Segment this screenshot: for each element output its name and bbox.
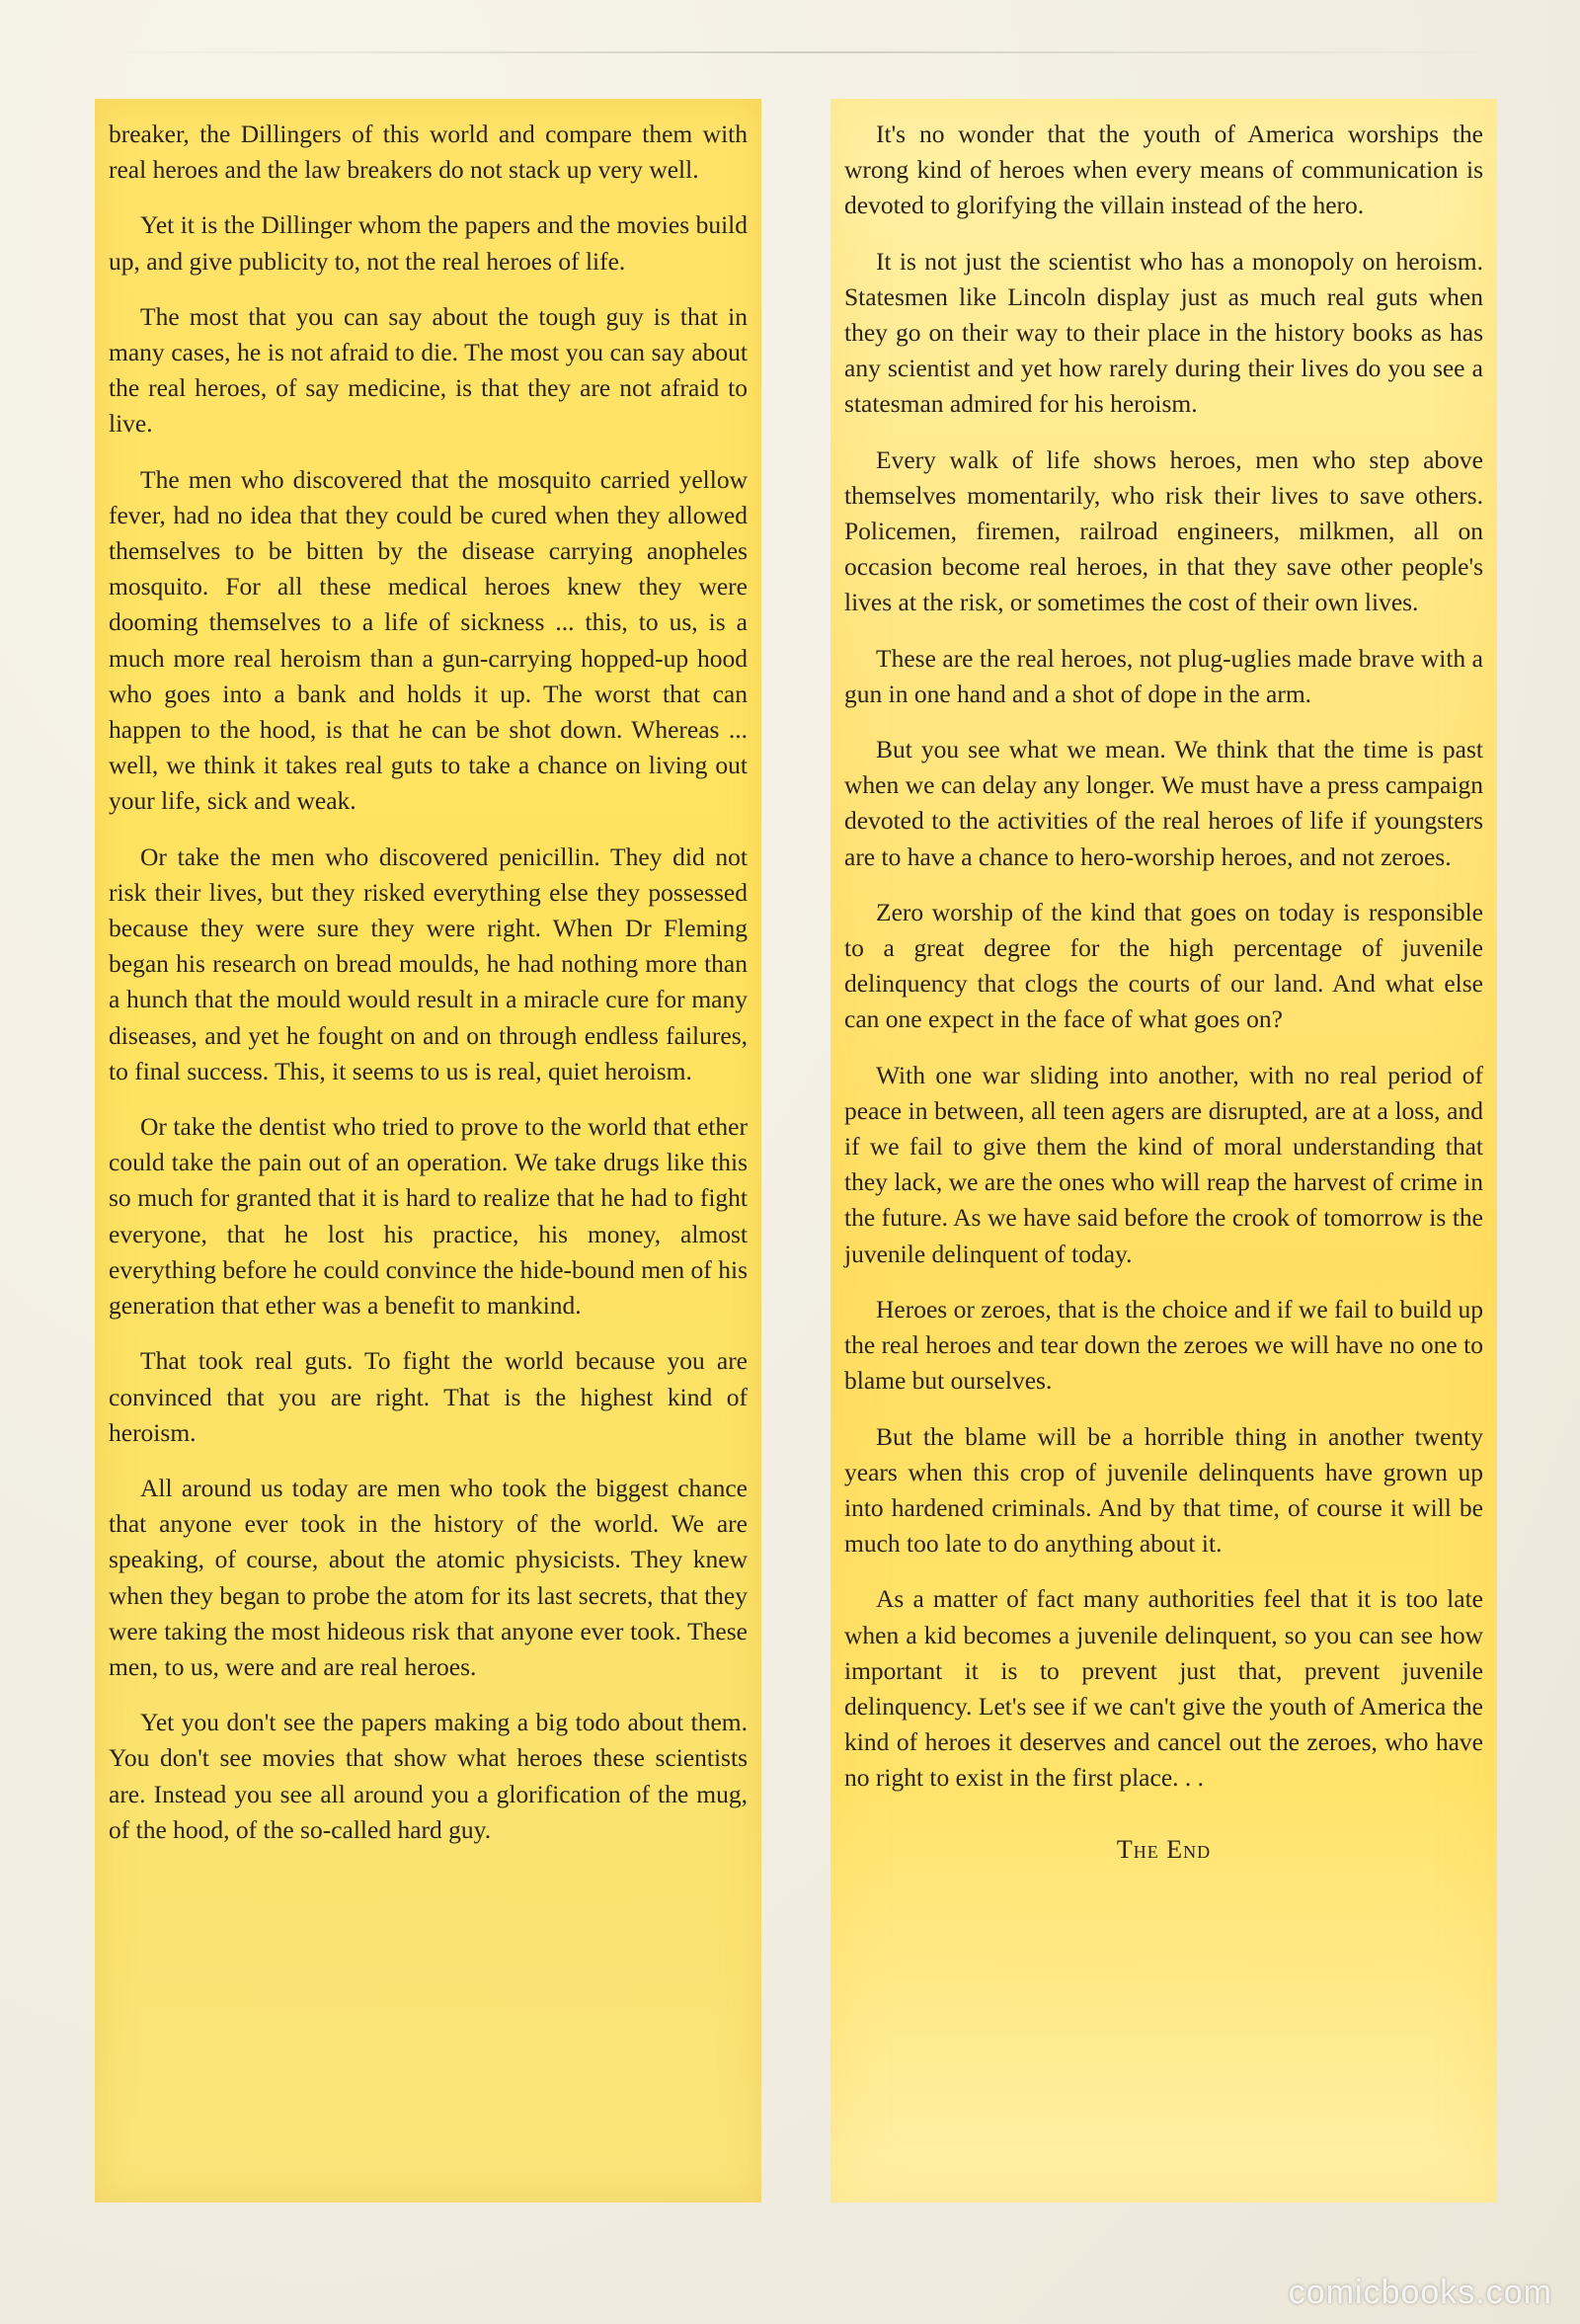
watermark-text: comicbooks.com: [1288, 2274, 1552, 2311]
paragraph: But the blame will be a horrible thing in another twenty years when this crop of juvenile delinquents have grown up into hardened criminals. And by that time, of course it will be much too late to do anything about it.: [844, 1421, 1483, 1559]
paragraph: Or take the men who discovered penicillin. They did not risk their lives, but they risked everything else they possessed because they were sure they were right. When Dr Fleming began his research on bread moulds, he had nothing more than a hunch that the mould would result in a miracle cure for many diseases, and yet he fought on and on through endless failures, to final success. This, it seems to us is real, quiet heroism.: [109, 841, 748, 1085]
paragraph: breaker, the Dillingers of this world and compare them with real heroes and the law breakers do not stack up very well.: [109, 120, 748, 185]
paragraph: The most that you can say about the tough guy is that in many cases, he is not afraid to die. The most you can say about the real heroes, of say medicine, is that they are not afraid to live.: [109, 301, 748, 439]
the-end-label: The End: [1116, 1834, 1212, 1864]
paragraph: But you see what we mean. We think that the time is past when we can delay any longer. We must have a press campaign devoted to the activities of the real heroes of life if youngsters are to have a chance to hero-worship heroes, and not zeroes.: [844, 735, 1483, 871]
paragraph: Every walk of life shows heroes, men who step above themselves momentarily, who risk their lives to save others. Policemen, firemen, railroad engineers, milkmen, all on occasion become real heroes, in that they save other people's lives at the risk, or sometimes the cost of their own lives.: [844, 444, 1483, 617]
article-body: [95, 99, 1497, 2203]
paragraph: Or take the dentist who tried to prove to the world that ether could take the pain out of an operation. We take drugs like this so much for granted that it is hard to realize that he had to fight everyone, that he lost his practice, his money, almost everything before he could convince the hide-bound men of his generation that ether was a benefit to mankind.: [109, 1112, 748, 1321]
paragraph: Yet you don't see the papers making a big todo about them. You don't see movies that show what heroes these scientists are. Instead you see all around you a glorification of the mug, of the hood, of the so-called hard guy.: [109, 1708, 748, 1844]
paragraph: As a matter of fact many authorities feel that it is too late when a kid becomes a juvenile delinquent, so you can see how important it is to prevent just that, prevent juvenile delinquency. Let's see if we can't give the youth of America the kind of heroes it deserves and cancel out the zeroes, who have no right to exist in the first place. . .: [844, 1584, 1483, 1793]
paragraph: Heroes or zeroes, that is the choice and if we fail to build up the real heroes and tear down the zeroes we will have no one to blame but ourselves.: [844, 1294, 1483, 1396]
paragraph: These are the real heroes, not plug-uglies made brave with a gun in one hand and a shot of dope in the arm.: [844, 643, 1483, 708]
paragraph: That took real guts. To fight the world because you are convinced that you are right. That is the highest kind of heroism.: [109, 1346, 748, 1447]
paragraph: All around us today are men who took the biggest chance that anyone ever took in the history of the world. We are speaking, of course, about the atomic physicists. They knew when they began to probe the atom for its last secrets, that they were taking the most hideous risk that anyone ever took. These men, to us, were and are real heroes.: [109, 1473, 748, 1681]
right-text-column: [830, 99, 1497, 2203]
paragraph: The men who discovered that the mosquito carried yellow fever, had no idea that they could be cured when they allowed themselves to be bitten by the disease carrying anopheles mosquito. For all these medical heroes knew they were dooming themselves to a life of sickness ... this, to us, is a much more real heroism than a gun-carrying hopped-up hood who goes into a bank and holds it up. The worst that can happen to the hood, is that he can be shot down. Whereas ... well, we think it takes real guts to take a chance on living out your life, sick and weak.: [109, 464, 748, 816]
paragraph: It is not just the scientist who has a monopoly on heroism. Statesmen like Lincoln display just as much real guts when they go on their way to their place in the history books as has any scientist and yet how rarely during their lives do you see a statesman admired for his heroism.: [844, 246, 1483, 419]
paragraph: It's no wonder that the youth of America worships the wrong kind of heroes when every means of communication is devoted to glorifying the villain instead of the hero.: [844, 120, 1483, 220]
paragraph: Zero worship of the kind that goes on today is responsible to a great degree for the high percentage of juvenile delinquency that clogs the courts of our land. And what else can one expect in the face of what goes on?: [844, 897, 1483, 1034]
top-edge-rule: [89, 51, 1511, 53]
paragraph: With one war sliding into another, with no real period of peace in between, all teen agers are disrupted, are at a loss, and if we fail to give them the kind of moral understanding that they lack, we are the ones who will reap the harvest of crime in the future. As we have said before the crook of tomorrow is the juvenile delinquent of today.: [844, 1060, 1483, 1268]
left-text-column: [95, 99, 761, 2203]
paragraph: Yet it is the Dillinger whom the papers and the movies build up, and give publicity to, not the real heroes of life.: [109, 210, 748, 276]
